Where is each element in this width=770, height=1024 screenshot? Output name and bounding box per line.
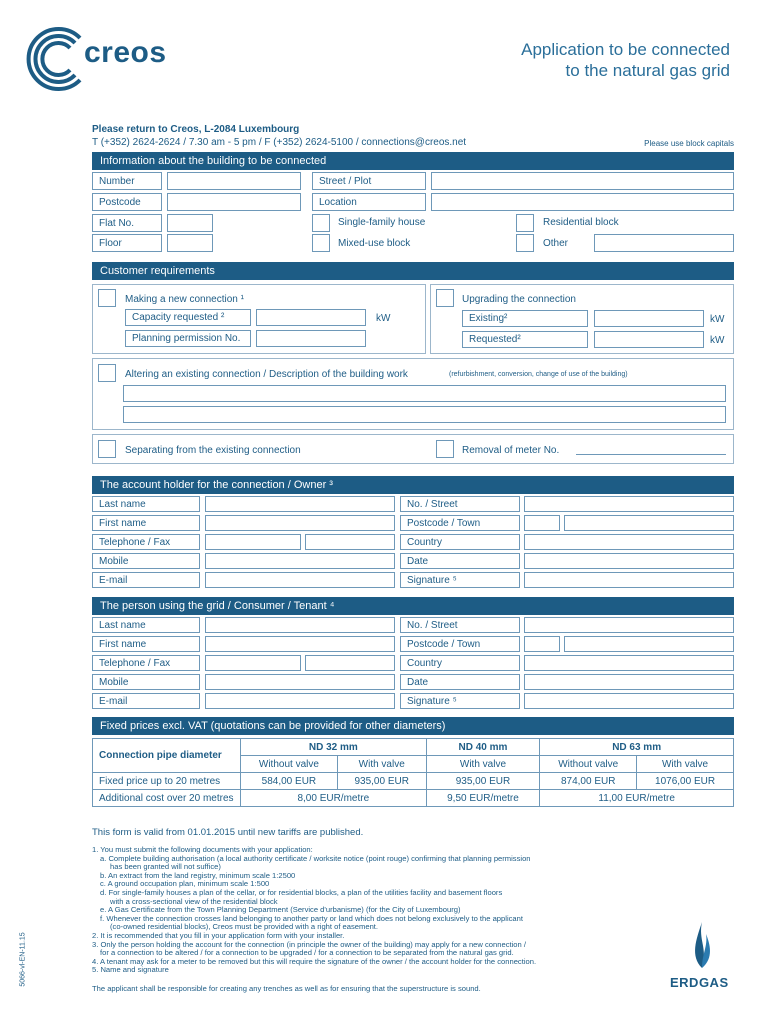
single-family-checkbox[interactable] [312,214,330,232]
requested-input[interactable] [594,331,704,348]
section-header-building: Information about the building to be connected [92,152,734,170]
section-header-prices: Fixed prices excl. VAT (quotations can be provided for other diameters) [92,717,734,735]
consumer-mobile-label: Mobile [92,674,200,690]
consumer-mobile-input[interactable] [205,674,395,690]
nd63-header: ND 63 mm [540,739,734,756]
planning-permission-label: Planning permission No. [125,330,251,347]
trenches-note: The applicant shall be responsible for creating any trenches as well as for ensuring that the superstructure is sound. [92,984,481,993]
footnote-3-cont: for a connection to be altered / for a connection to be upgraded / for a connection to be separated from the natural gas grid. [100,948,514,958]
erdgas-flame-icon [686,918,718,970]
fixed-price-nd40-with: 935,00 EUR [426,773,540,790]
nd40-with-valve: With valve [426,756,540,773]
footnote-1f-cont: (co-owned residential blocks), Creos must be provided with a right of easement. [110,922,379,932]
additional-cost-nd40: 9,50 EUR/metre [426,790,540,807]
footnote-2: 2. It is recommended that you fill in your application form with your installer. [92,930,345,940]
flat-no-input[interactable] [167,214,213,232]
number-input[interactable] [167,172,301,190]
altering-checkbox[interactable] [98,364,116,382]
owner-postcode-input[interactable] [524,515,560,531]
owner-telephone-input[interactable] [205,534,301,550]
fixed-price-nd32-without: 584,00 EUR [241,773,338,790]
residential-block-label: Residential block [543,217,619,228]
number-label: Number [92,172,162,190]
location-label: Location [312,193,426,211]
existing-input[interactable] [594,310,704,327]
owner-mobile-label: Mobile [92,553,200,569]
consumer-no-street-input[interactable] [524,617,734,633]
consumer-email-label: E-mail [92,693,200,709]
street-plot-label: Street / Plot [312,172,426,190]
other-checkbox[interactable] [516,234,534,252]
flat-no-label: Flat No. [92,214,162,232]
section-header-requirements: Customer requirements [92,262,734,280]
additional-cost-nd63: 11,00 EUR/metre [540,790,734,807]
footnote-1f: f. Whenever the connection crosses land belonging to another party or land which does not belong exclusively to the applicant [100,913,523,923]
mixed-use-checkbox[interactable] [312,234,330,252]
owner-signature-input[interactable] [524,572,734,588]
owner-first-name-label: First name [92,515,200,531]
page-title-line2: to the natural gas grid [565,61,730,80]
footnote-1e: e. A Gas Certificate from the Town Planning Department (Service d'urbanisme) (for the City of Luxembourg) [100,905,461,915]
existing-kw-unit: kW [710,314,725,325]
altering-label: Altering an existing connection / Description of the building work [125,369,408,380]
consumer-country-input[interactable] [524,655,734,671]
postcode-input[interactable] [167,193,301,211]
consumer-email-input[interactable] [205,693,395,709]
footnote-1a-cont: has been granted will not suffice) [110,862,221,872]
document-code: 5066-vl-EN-11.15 [19,932,27,987]
consumer-postcode-town-label: Postcode / Town [400,636,520,652]
fixed-price-nd63-with: 1076,00 EUR [637,773,734,790]
planning-permission-input[interactable] [256,330,366,347]
capacity-requested-label: Capacity requested ² [125,309,251,326]
owner-postcode-town-label: Postcode / Town [400,515,520,531]
owner-telephone-fax-label: Telephone / Fax [92,534,200,550]
upgrading-checkbox[interactable] [436,289,454,307]
price-table [92,738,734,807]
single-family-label: Single-family house [338,217,426,228]
consumer-first-name-input[interactable] [205,636,395,652]
other-input[interactable] [594,234,734,252]
other-label: Other [543,238,569,249]
footnote-1d-cont: with a cross-sectional view of the residential block [110,896,278,906]
creos-logo-mark [20,24,90,94]
nd40-header: ND 40 mm [426,739,540,756]
consumer-fax-input[interactable] [305,655,395,671]
owner-fax-input[interactable] [305,534,395,550]
footnote-1: 1. You must submit the following documents with your application: [92,845,313,854]
erdgas-logo-text: ERDGAS [670,975,729,990]
owner-first-name-input[interactable] [205,515,395,531]
additional-cost-nd32: 8,00 EUR/metre [241,790,427,807]
street-plot-input[interactable] [431,172,734,190]
consumer-signature-input[interactable] [524,693,734,709]
new-connection-label: Making a new connection ¹ [125,294,244,305]
consumer-date-label: Date [400,674,520,690]
footnote-1b: b. An extract from the land registry, minimum scale 1:2500 [100,870,296,880]
existing-label: Existing² [462,310,588,327]
consumer-last-name-input[interactable] [205,617,395,633]
consumer-country-label: Country [400,655,520,671]
additional-cost-label: Additional cost over 20 metres [93,790,241,807]
altering-description-line1[interactable] [123,385,726,402]
residential-block-checkbox[interactable] [516,214,534,232]
section-header-owner: The account holder for the connection / Owner ³ [92,476,734,494]
footnote-1c: c. A ground occupation plan, minimum scale 1:500 [100,879,270,889]
consumer-telephone-input[interactable] [205,655,301,671]
postcode-label: Postcode [92,193,162,211]
section-header-consumer: The person using the grid / Consumer / Tenant ⁴ [92,597,734,615]
owner-country-input[interactable] [524,534,734,550]
upgrading-label: Upgrading the connection [462,294,576,305]
nd32-with-valve: With valve [337,756,426,773]
pipe-diameter-header: Connection pipe diameter [93,739,241,773]
removal-checkbox[interactable] [436,440,454,458]
consumer-first-name-label: First name [92,636,200,652]
altering-note: (refurbishment, conversion, change of use of the building) [449,371,628,378]
owner-mobile-input[interactable] [205,553,395,569]
consumer-date-input[interactable] [524,674,734,690]
creos-logo-text: creos [84,36,167,69]
footnote-1a: a. Complete building authorisation (a local authority certificate / worksite notice (point rouge) confirming that planning permission [100,853,531,863]
new-connection-checkbox[interactable] [98,289,116,307]
owner-no-street-input[interactable] [524,496,734,512]
page-title-line1: Application to be connected [521,40,730,59]
block-capitals-note: Please use block capitals [644,139,734,148]
floor-input[interactable] [167,234,213,252]
owner-email-input[interactable] [205,572,395,588]
fixed-price-nd32-with: 935,00 EUR [337,773,426,790]
requested-label: Requested² [462,331,588,348]
footnote-3: 3. Only the person holding the account for the connection (in principle the owner of the building) may apply for a new connection / [92,939,526,949]
removal-label: Removal of meter No. [462,445,560,456]
consumer-postcode-input[interactable] [524,636,560,652]
return-address: Please return to Creos, L-2084 Luxembourg [92,124,300,135]
owner-town-input[interactable] [564,515,734,531]
footnotes [92,846,652,975]
location-input[interactable] [431,193,734,211]
footnote-1d: d. For single-family houses a plan of the cellar, or for residential blocks, a plan of the utilities facility and basement floors [100,887,503,897]
owner-no-street-label: No. / Street [400,496,520,512]
nd32-without-valve: Without valve [241,756,338,773]
requested-kw-unit: kW [710,335,725,346]
consumer-signature-label: Signature ⁵ [400,693,520,709]
capacity-kw-unit: kW [376,313,391,324]
owner-country-label: Country [400,534,520,550]
owner-last-name-label: Last name [92,496,200,512]
fixed-price-label: Fixed price up to 20 metres [93,773,241,790]
contact-line: T (+352) 2624-2624 / 7.30 am - 5 pm / F (+352) 2624-5100 / connections@creos.net [92,137,467,148]
mixed-use-label: Mixed-use block [338,238,411,249]
owner-date-input[interactable] [524,553,734,569]
removal-meter-line[interactable] [576,454,726,455]
footnote-5: 5. Name and signature [92,965,169,975]
fixed-price-nd63-without: 874,00 EUR [540,773,637,790]
capacity-requested-input[interactable] [256,309,366,326]
owner-signature-label: Signature ⁵ [400,572,520,588]
validity-note: This form is valid from 01.01.2015 until new tariffs are published. [92,827,364,838]
floor-label: Floor [92,234,162,252]
nd32-header: ND 32 mm [241,739,427,756]
owner-date-label: Date [400,553,520,569]
altering-description-line2[interactable] [123,406,726,423]
consumer-last-name-label: Last name [92,617,200,633]
consumer-telephone-fax-label: Telephone / Fax [92,655,200,671]
separating-checkbox[interactable] [98,440,116,458]
separating-label: Separating from the existing connection [125,445,301,456]
owner-last-name-input[interactable] [205,496,395,512]
owner-email-label: E-mail [92,572,200,588]
consumer-no-street-label: No. / Street [400,617,520,633]
nd63-without-valve: Without valve [540,756,637,773]
consumer-town-input[interactable] [564,636,734,652]
nd63-with-valve: With valve [637,756,734,773]
footnote-4: 4. A tenant may ask for a meter to be removed but this will require the signature of the owner / the account holder for the connection. [92,956,537,966]
